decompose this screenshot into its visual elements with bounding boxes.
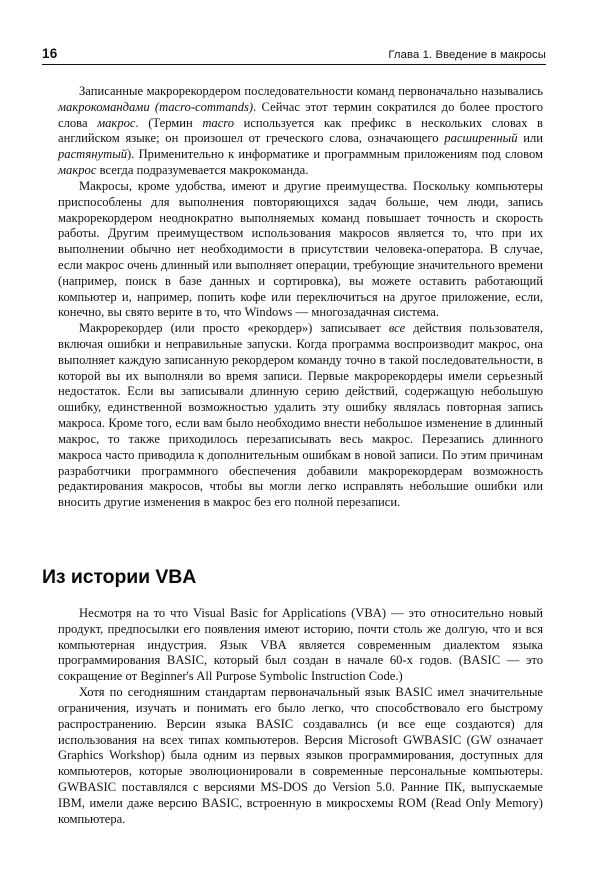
paragraph [58,685,543,827]
paragraph [58,606,543,685]
emphasis-text: макрос [97,115,136,130]
body-text: Макрорекордер (или просто «рекордер») записывает [79,321,389,336]
body-text: используется как префикс в нескольких словах в английском языке; он произошел от греческого слова, означающего [58,115,544,146]
body-text: Несмотря на то что Visual Basic for Applications (VBA) — это относительно новый продукт, предпосылки его появления имеют историю, почти столь же долгую, что и вся компьютерная индустрия. Язык VBA является современным диалектом языка программирования BASIC, который был создан в начале 60-х годов. (BASIC — это сокращение от Beginner's All Purpose Symbolic Instruction Code.) [58,606,543,684]
body-text: . Сейчас этот термин сократился до более простого слова [58,99,544,130]
emphasis-text: macro [202,115,235,130]
body-text: Макросы, кроме удобства, имеют и другие преимущества. Поскольку компьютеры приспособлены для выполнения повторяющихся задач больше, чем люди, запись макрорекордером неоднократно выполняемых команд повышает точность и скорость работы. Другим преимуществом использования макросов является то, что при их выполнении обычно нет необходимости в присутствии человека-оператора. В случае, если макрос очень длинный или выполняет операции, требующие значительного времени (например, поиск в базе данных и сортировка), вы можете оставить работающий компьютер и, например, попить кофе или переключиться на другое приложение, если, конечно, вы свято верите в то, что Windows — многозадачная система. [58,178,543,320]
emphasis-text: макрос [58,163,97,178]
body-text: или [517,131,544,146]
paragraph [58,84,543,179]
emphasis-text: макрокомандами (macro-commands) [58,99,254,114]
emphasis-text: расширенный [444,131,518,146]
body-text: . (Термин [135,115,203,130]
body-text-column [58,84,543,511]
body-text: действия пользователя, включая ошибки и неправильные запуски. Когда программа воспроизводит макрос, она выполняет каждую записанную рекордером команду точно в такой последовательности, в которой вы их выполняли во время записи. Первые макрорекордеры имели серьезный недостаток. Если вы записывали длинную серию действий, содержащую небольшую ошибку, единственной возможностью удалить эту ошибку являлась повторная запись макроса. Кроме того, если вам было необходимо внести небольшое изменение в длинный макрос, то также приходилось перезаписывать весь макрос. Перезапись длинного макроса часто приводила к дополнительным ошибкам в новой записи. По этим причинам разработчики программного обеспечения добавили макрорекордерам возможность редактирования макросов, чтобы вы могли легко исправлять небольшие ошибки или вносить другие изменения в макрос без его полной перезаписи. [58,321,543,510]
emphasis-text: растянутый [58,147,128,162]
paragraph [58,321,543,511]
paragraph [58,179,543,321]
body-text: Хотя по сегодняшним стандартам первоначальный язык BASIC имел значительные ограничения, изучать и понимать его было легко, что способствовало его быстрому распространению. Версии языка BASIC создавались (и все еще создаются) для использования на всех типах компьютеров. Версия Microsoft GWBASIC (GW означает Graphics Workshop) была одним из первых языков программирования, доступных для компьютеров, которые эволюционировали в современные персональные компьютеры. GWBASIC поставлялся с версиями MS-DOS до Version 5.0. Ранние ПК, выпускаемые IBM, имели даже версию BASIC, встроенную в микросхемы ROM (Read Only Memory) компьютера. [58,685,543,826]
emphasis-text: все [388,321,406,336]
section-text-column [58,606,543,827]
running-head [42,46,546,65]
section-heading: Из истории VBA [42,566,197,588]
body-text: Записанные макрорекордером последовательности команд первоначально назывались [79,84,543,98]
page-number: 16 [42,46,58,61]
body-text: ). Применительно к информатике и программным приложениям под словом [127,147,543,162]
chapter-title: Глава 1. Введение в макросы [388,49,546,61]
body-text: всегда подразумевается макрокоманда. [96,163,309,178]
